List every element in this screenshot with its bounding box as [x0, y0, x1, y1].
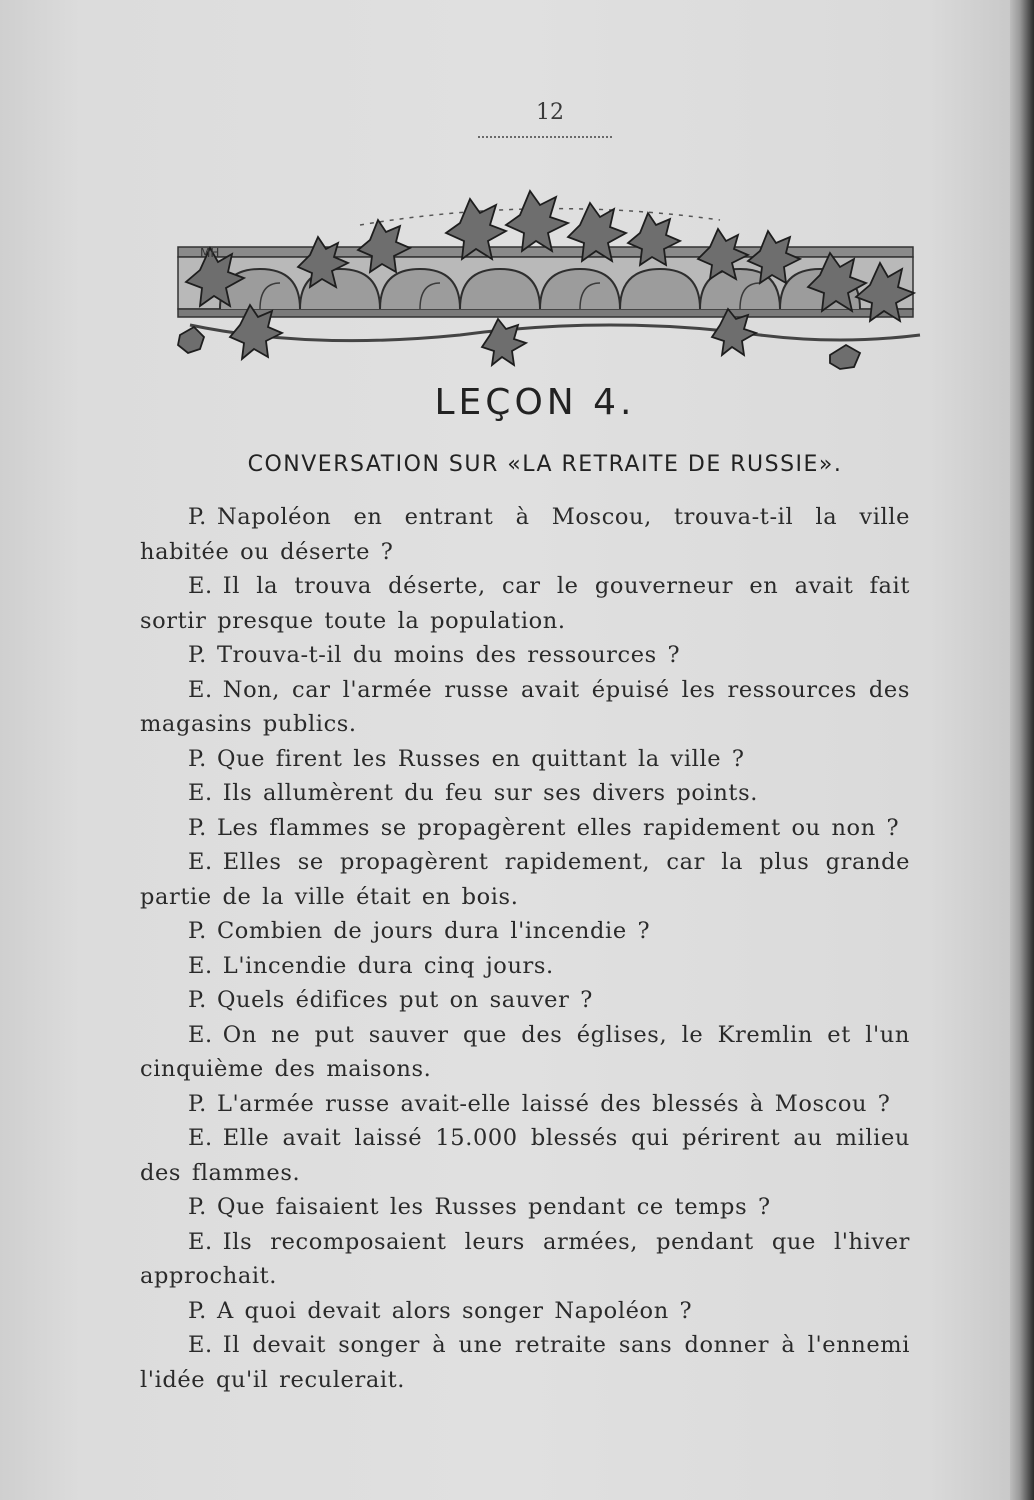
dialogue-line — [140, 673, 910, 742]
dialogue-text: Ils recomposaient leurs armées, pendant que l'hiver approchait. — [140, 1228, 910, 1289]
lesson-title: LEÇON 4. — [434, 382, 636, 423]
dialogue-text: Elle avait laissé 15.000 blessés qui périrent au milieu des flammes. — [140, 1125, 910, 1186]
dialogue-text: On ne put sauver que des églises, le Kremlin et l'un cinquième des maisons. — [140, 1021, 910, 1082]
dialogue-text: Trouva-t-il du moins des ressources ? — [216, 642, 681, 668]
speaker-label: E. — [188, 849, 213, 875]
speaker-label: P. — [188, 987, 207, 1013]
speaker-label: E. — [188, 1021, 213, 1048]
dialogue-text: Les flammes se propagèrent elles rapidement ou non ? — [216, 814, 900, 841]
dialogue-text: L'incendie dura cinq jours. — [222, 952, 554, 979]
dialogue-line — [140, 1225, 910, 1294]
dialogue-body — [140, 500, 910, 1397]
dialogue-text: L'armée russe avait-elle laissé des blessés à Moscou ? — [216, 1090, 891, 1117]
dialogue-text: Elles se propagèrent rapidement, car la plus grande partie de la ville était en bois. — [140, 849, 910, 910]
dialogue-line — [140, 914, 910, 949]
dialogue-line — [140, 1018, 910, 1087]
dialogue-text: Que faisaient les Russes pendant ce temps ? — [216, 1194, 771, 1220]
dialogue-line — [140, 638, 910, 673]
dialogue-text: Que firent les Russes en quittant la ville ? — [216, 745, 745, 772]
dialogue-line — [140, 845, 910, 914]
dialogue-text: Il devait songer à une retraite sans donner à l'ennemi l'idée qu'il reculerait. — [140, 1332, 910, 1393]
dialogue-line — [140, 811, 910, 846]
speaker-label: P. — [188, 918, 207, 944]
dialogue-text: Combien de jours dura l'incendie ? — [216, 918, 651, 944]
dialogue-line — [140, 1121, 910, 1190]
dialogue-text: A quoi devait alors songer Napoléon ? — [216, 1297, 693, 1324]
dialogue-line — [140, 1328, 910, 1397]
speaker-label: E. — [188, 1228, 213, 1255]
speaker-label: P. — [188, 504, 207, 530]
speaker-label: E. — [188, 1332, 213, 1358]
dialogue-line — [140, 742, 910, 777]
dialogue-line — [140, 1087, 910, 1122]
speaker-label: P. — [188, 1194, 207, 1220]
speaker-label: E. — [188, 676, 213, 703]
dialogue-line — [140, 500, 910, 569]
page-number-rule — [478, 136, 612, 138]
speaker-label: P. — [188, 642, 207, 668]
speaker-label: E. — [188, 573, 213, 599]
speaker-label: P. — [188, 1090, 207, 1117]
svg-text:MH: MH — [200, 246, 220, 260]
dialogue-text: Non, car l'armée russe avait épuisé les ressources des magasins publics. — [140, 676, 910, 737]
page-edge-shadow — [1010, 0, 1034, 1500]
dialogue-line — [140, 983, 910, 1018]
dialogue-line — [140, 949, 910, 984]
speaker-label: P. — [188, 814, 207, 841]
ivy-ornament-illustration — [160, 185, 930, 385]
dialogue-text: Quels édifices put on sauver ? — [216, 987, 593, 1013]
dialogue-text: Napoléon en entrant à Moscou, trouva-t-il la ville habitée ou déserte ? — [140, 504, 910, 565]
dialogue-line — [140, 569, 910, 638]
speaker-label: E. — [188, 780, 213, 806]
dialogue-line — [140, 1294, 910, 1329]
dialogue-line — [140, 776, 910, 811]
dialogue-text: Ils allumèrent du feu sur ses divers points. — [222, 780, 758, 806]
page-number: 12 — [536, 100, 564, 125]
lesson-subtitle: CONVERSATION SUR «LA RETRAITE DE RUSSIE». — [247, 452, 843, 477]
speaker-label: E. — [188, 952, 213, 979]
speaker-label: P. — [188, 1297, 207, 1324]
dialogue-text: Il la trouva déserte, car le gouverneur en avait fait sortir presque toute la population. — [140, 573, 910, 634]
speaker-label: P. — [188, 745, 207, 772]
dialogue-line — [140, 1190, 910, 1225]
speaker-label: E. — [188, 1125, 213, 1151]
